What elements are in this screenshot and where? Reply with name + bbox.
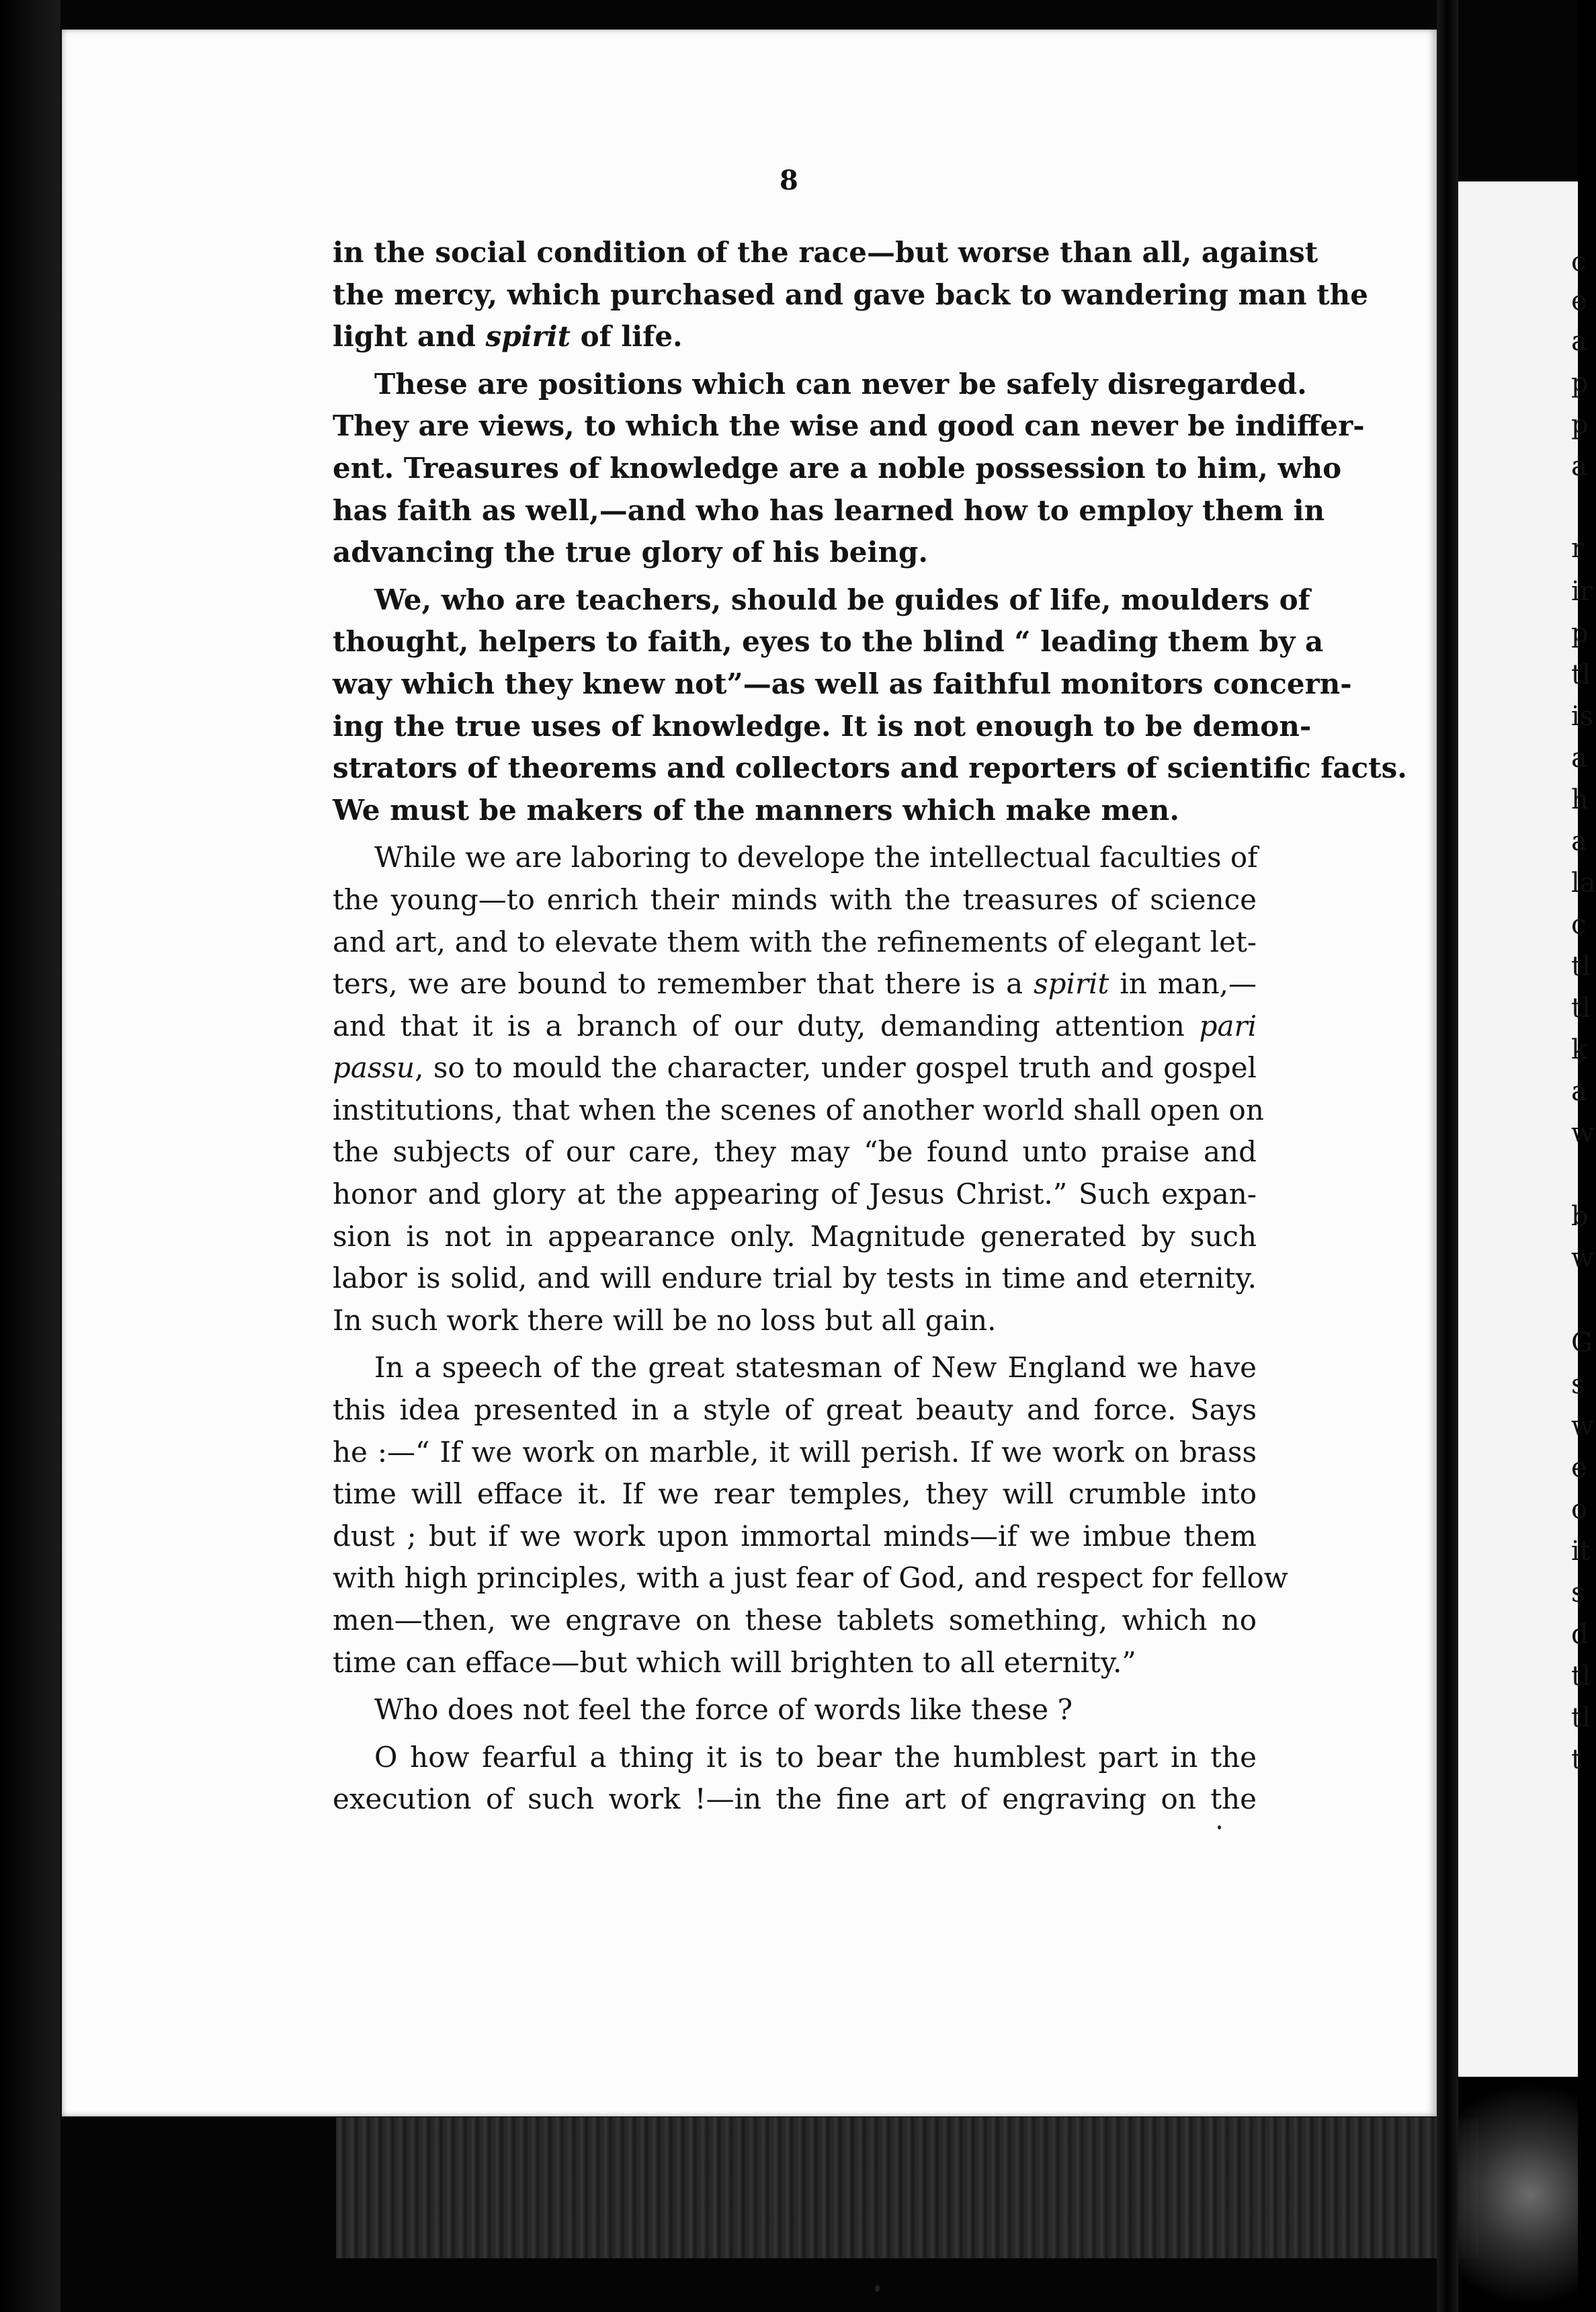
facing-page-fragment: e — [1571, 1452, 1587, 1483]
facing-page-shadow — [1458, 2077, 1578, 2312]
facing-page-fragment: ir — [1571, 576, 1593, 607]
text-line: honor and glory at the appearing of Jesus Christ.” Such expan- — [333, 1178, 1257, 1211]
text-line: men—then, we engrave on these tablets something, which no — [333, 1604, 1257, 1637]
facing-page-fragment: tl — [1571, 1702, 1591, 1733]
text-line: this idea presented in a style of great beauty and force. Says — [333, 1393, 1257, 1427]
text-line: While we are laboring to develope the intellectual faculties of — [374, 841, 1258, 874]
text-line: he :—“ If we work on marble, it will perish. If we work on brass — [333, 1435, 1257, 1469]
facing-page-fragment: a — [1571, 451, 1587, 482]
text-line: the mercy, which purchased and gave back to wandering man the — [333, 278, 1368, 311]
text-line: We must be makers of the manners which make men. — [333, 793, 1179, 827]
text-line: strators of theorems and collectors and reporters of scientific facts. — [333, 751, 1407, 785]
facing-page-fragment: e — [1571, 286, 1587, 317]
facing-page-fragment: tl — [1571, 659, 1591, 690]
text-line: and art, and to elevate them with the refinements of elegant let- — [333, 925, 1257, 958]
facing-page-fragment: a — [1571, 1076, 1587, 1107]
text-line: They are views, to which the wise and good can never be indiffer- — [333, 409, 1365, 443]
text-line: execution of such work !—in the fine art of engraving on the — [333, 1782, 1257, 1816]
text-line: passu, so to mould the character, under gospel truth and gospel — [333, 1051, 1257, 1085]
paragraph — [333, 364, 1365, 574]
facing-page-fragment: t — [1571, 1744, 1583, 1775]
text-line: light and spirit of life. — [333, 320, 683, 354]
paragraph — [333, 232, 1368, 358]
facing-page — [1458, 181, 1596, 2077]
page-body-text — [333, 232, 1407, 1821]
facing-page-fragment: k — [1571, 1034, 1588, 1065]
facing-page-fragment: G — [1571, 1327, 1593, 1358]
paragraph — [333, 837, 1264, 1341]
page-stack-edge — [336, 2117, 1478, 2258]
facing-page-fragment: c — [1571, 247, 1587, 278]
text-line: thought, helpers to faith, eyes to the blind “ leading them by a — [333, 625, 1324, 659]
text-line: dust ; but if we work upon immortal minds—if we imbue them — [333, 1519, 1257, 1553]
text-line: Who does not feel the force of words like these ? — [374, 1693, 1073, 1727]
text-line: These are positions which can never be safely disregarded. — [374, 367, 1307, 401]
text-line: has faith as well,—and who has learned how to employ them in — [333, 493, 1325, 527]
text-line: ing the true uses of knowledge. It is not enough to be demon- — [333, 709, 1312, 743]
text-line: the young—to enrich their minds with the treasures of science — [333, 882, 1257, 916]
facing-page-fragment: o — [1571, 1494, 1588, 1525]
text-line: ters, we are bound to remember that there is a spirit in man,— — [333, 967, 1257, 1001]
facing-page-fragment: a — [1571, 826, 1587, 857]
text-line: institutions, that when the scenes of another world shall open on — [333, 1093, 1264, 1126]
text-line: way which they knew not”—as well as faithful monitors concern- — [333, 667, 1352, 700]
text-line: O how fearful a thing it is to bear the humblest part in the — [374, 1740, 1257, 1774]
facing-page-fragment: w — [1571, 1118, 1595, 1149]
facing-page-fragment: s — [1571, 1369, 1585, 1400]
facing-page-fragment: tl — [1571, 993, 1591, 1024]
text-line: ent. Treasures of knowledge are a noble possession to him, who — [333, 451, 1342, 485]
facing-page-fragment: h — [1571, 784, 1589, 815]
facing-page-fragment: d — [1571, 1619, 1589, 1650]
print-speck — [1218, 1825, 1221, 1829]
facing-page-fragment: tl — [1571, 1661, 1591, 1692]
page-number: 8 — [780, 165, 798, 196]
facing-page-fragment: a — [1571, 326, 1587, 357]
paragraph — [333, 1347, 1288, 1684]
paragraph — [333, 1689, 1257, 1731]
facing-page-fragment: r — [1571, 533, 1585, 564]
facing-page-fragment: p — [1571, 368, 1589, 399]
text-line: advancing the true glory of his being. — [333, 536, 928, 569]
facing-page-fragment: it — [1571, 1536, 1591, 1567]
facing-page-fragment: w — [1571, 1411, 1595, 1442]
text-line: In a speech of the great statesman of New England we have — [374, 1351, 1257, 1385]
facing-page-fragment: s — [1571, 1577, 1585, 1608]
print-speck — [875, 2285, 880, 2292]
text-line: We, who are teachers, should be guides of life, moulders of — [374, 583, 1310, 616]
text-line: time can efface—but which will brighten to all eternity.” — [333, 1645, 1136, 1679]
text-line: labor is solid, and will endure trial by tests in time and eternity. — [333, 1262, 1257, 1295]
left-binding-edge — [0, 0, 60, 2312]
facing-page-fragment: p — [1571, 409, 1589, 440]
text-line: In such work there will be no loss but all gain. — [333, 1303, 997, 1337]
facing-page-fragment: c — [1571, 909, 1587, 940]
text-line: the subjects of our care, they may “be found unto praise and — [333, 1135, 1257, 1169]
text-line: and that it is a branch of our duty, demanding attention pari — [333, 1009, 1257, 1042]
text-line: time will efface it. If we rear temples, they will crumble into — [333, 1477, 1257, 1511]
book-gutter — [1437, 0, 1458, 2312]
facing-page-fragment: p — [1571, 618, 1589, 649]
text-line: with high principles, with a just fear of God, and respect for fellow — [333, 1561, 1288, 1595]
text-line: in the social condition of the race—but worse than all, against — [333, 236, 1318, 269]
paragraph — [333, 1737, 1257, 1821]
facing-page-fragment: la — [1571, 868, 1596, 899]
facing-page-fragment: a — [1571, 743, 1587, 774]
facing-page-fragment: b — [1571, 1201, 1589, 1232]
facing-page-fragment: w — [1571, 1243, 1595, 1274]
facing-page-fragment: is — [1571, 701, 1594, 732]
paragraph — [333, 579, 1407, 832]
facing-page-fragment: tl — [1571, 951, 1591, 982]
text-line: sion is not in appearance only. Magnitude generated by such — [333, 1219, 1257, 1253]
